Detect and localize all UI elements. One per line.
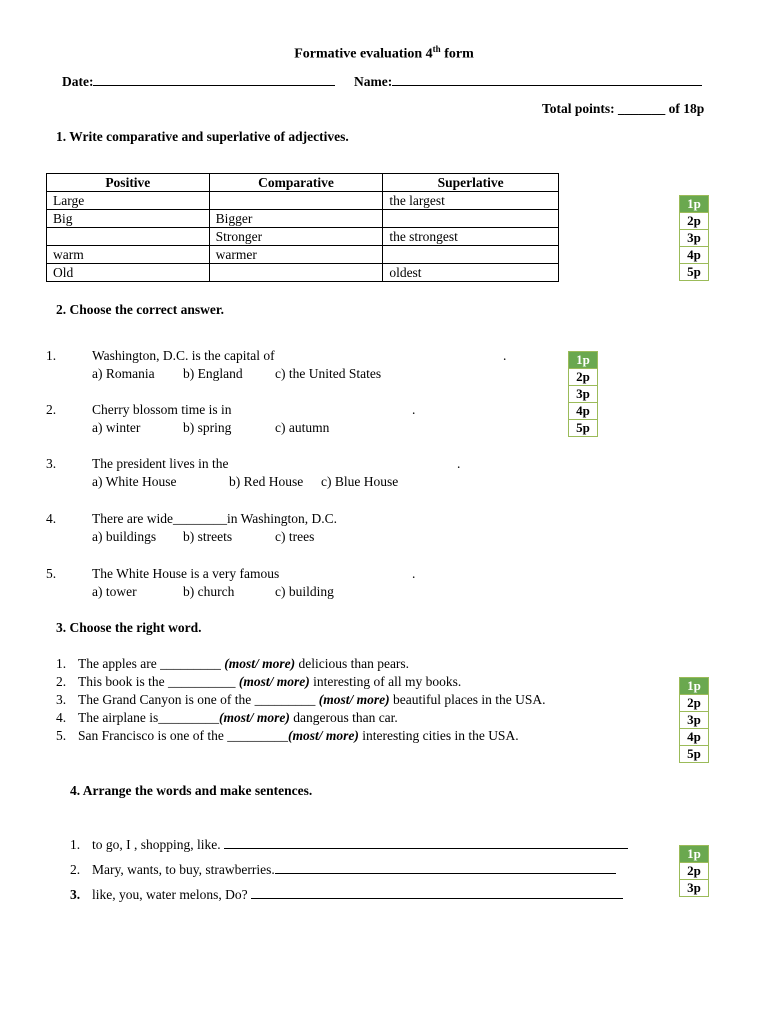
list-item: 2. This book is the __________ (most/ more) interesting of all my books. [56, 674, 462, 689]
choice-hint: (most/ more) [224, 656, 296, 671]
table-cell: oldest [383, 264, 559, 282]
table-row [47, 228, 559, 246]
points-box: 4p [569, 403, 598, 420]
total-points: Total points: _______ of 18p [542, 101, 705, 116]
list-item: 1. The apples are _________ (most/ more) delicious than pears. [56, 656, 410, 671]
section-1-heading: 1. Write comparative and superlative of adjectives. [56, 129, 349, 144]
question-end: . [412, 566, 416, 581]
choice-hint: (most/ more) [218, 710, 290, 725]
table-row [47, 210, 559, 228]
question-end: . [412, 402, 416, 417]
table-cell: Bigger [209, 210, 383, 228]
table-cell: Stronger [209, 228, 383, 246]
adjectives-table [46, 173, 559, 282]
table-cell[interactable] [47, 228, 210, 246]
question-text: The White House is a very famous [92, 566, 280, 581]
points-box: 1p [680, 196, 709, 213]
option-c[interactable]: c) Blue House [321, 474, 399, 489]
table-row [47, 264, 559, 282]
column-header: Superlative [383, 174, 559, 192]
points-box: 3p [680, 712, 709, 729]
name-field[interactable]: Name: [354, 73, 702, 90]
points-box: 5p [680, 264, 709, 281]
question-number: 2. [46, 402, 57, 417]
option-b[interactable]: b) spring [183, 420, 232, 435]
points-box: 2p [569, 369, 598, 386]
choice-hint: (most/ more) [318, 692, 390, 707]
section-3-points [679, 677, 709, 763]
points-box: 3p [680, 230, 709, 247]
answer-line[interactable] [251, 886, 623, 899]
table-cell: Large [47, 192, 210, 210]
points-box: 1p [680, 846, 709, 863]
question-number: 4. [46, 511, 57, 526]
option-a[interactable]: a) winter [92, 420, 141, 435]
question-number: 1. [46, 348, 57, 363]
question-text: Cherry blossom time is in [92, 402, 232, 417]
list-item: 3. The Grand Canyon is one of the _________ (most/ more) beautiful places in the USA. [56, 692, 546, 707]
section-2-points [568, 351, 598, 437]
points-box: 5p [680, 746, 709, 763]
option-a[interactable]: a) White House [92, 474, 177, 489]
question-number: 5. [46, 566, 57, 581]
column-header: Positive [47, 174, 210, 192]
option-b[interactable]: b) church [183, 584, 235, 599]
table-cell[interactable] [383, 246, 559, 264]
points-box: 5p [569, 420, 598, 437]
table-cell: the largest [383, 192, 559, 210]
question-end: . [457, 456, 461, 471]
option-c[interactable]: c) trees [275, 529, 315, 544]
section-1-points [679, 195, 709, 281]
option-c[interactable]: c) building [275, 584, 334, 599]
question-number: 3. [46, 456, 57, 471]
list-item: 3. like, you, water melons, Do? [70, 886, 623, 903]
points-box: 3p [680, 880, 709, 897]
choice-hint: (most/ more) [238, 674, 310, 689]
question-end: . [503, 348, 507, 363]
question-text: There are wide________in Washington, D.C. [92, 511, 337, 526]
list-item: 5. San Francisco is one of the _________(most/ more) interesting cities in the USA. [56, 728, 519, 743]
list-item: 2. Mary, wants, to buy, strawberries. [70, 861, 616, 878]
question-text: Washington, D.C. is the capital of [92, 348, 275, 363]
choice-hint: (most/ more) [287, 728, 359, 743]
points-box: 2p [680, 695, 709, 712]
date-field[interactable]: Date: [62, 73, 335, 90]
section-2-heading: 2. Choose the correct answer. [56, 302, 224, 317]
points-box: 2p [680, 213, 709, 230]
option-c[interactable]: c) the United States [275, 366, 382, 381]
option-b[interactable]: b) streets [183, 529, 233, 544]
table-cell[interactable] [209, 192, 383, 210]
option-a[interactable]: a) buildings [92, 529, 157, 544]
answer-line[interactable] [275, 861, 616, 874]
table-cell[interactable] [383, 210, 559, 228]
points-box: 4p [680, 729, 709, 746]
points-box: 2p [680, 863, 709, 880]
section-4-heading: 4. Arrange the words and make sentences. [70, 783, 313, 798]
question-text: The president lives in the [92, 456, 229, 471]
table-cell: Big [47, 210, 210, 228]
section-4-points [679, 845, 709, 897]
points-box: 4p [680, 247, 709, 264]
points-box: 1p [569, 352, 598, 369]
column-header: Comparative [209, 174, 383, 192]
points-box: 3p [569, 386, 598, 403]
option-b[interactable]: b) Red House [229, 474, 304, 489]
option-c[interactable]: c) autumn [275, 420, 330, 435]
page-title: Formative evaluation 4th form [294, 44, 474, 62]
list-item: 1. to go, I , shopping, like. [70, 836, 628, 853]
table-cell: Old [47, 264, 210, 282]
table-cell: warmer [209, 246, 383, 264]
table-header-row [47, 174, 559, 192]
section-3-heading: 3. Choose the right word. [56, 620, 202, 635]
table-row [47, 246, 559, 264]
option-a[interactable]: a) tower [92, 584, 137, 599]
table-cell: warm [47, 246, 210, 264]
option-a[interactable]: a) Romania [92, 366, 155, 381]
table-row [47, 192, 559, 210]
list-item: 4. The airplane is_________(most/ more) dangerous than car. [56, 710, 398, 725]
table-cell[interactable] [209, 264, 383, 282]
option-b[interactable]: b) England [183, 366, 243, 381]
table-cell: the strongest [383, 228, 559, 246]
answer-line[interactable] [224, 836, 628, 849]
points-box: 1p [680, 678, 709, 695]
